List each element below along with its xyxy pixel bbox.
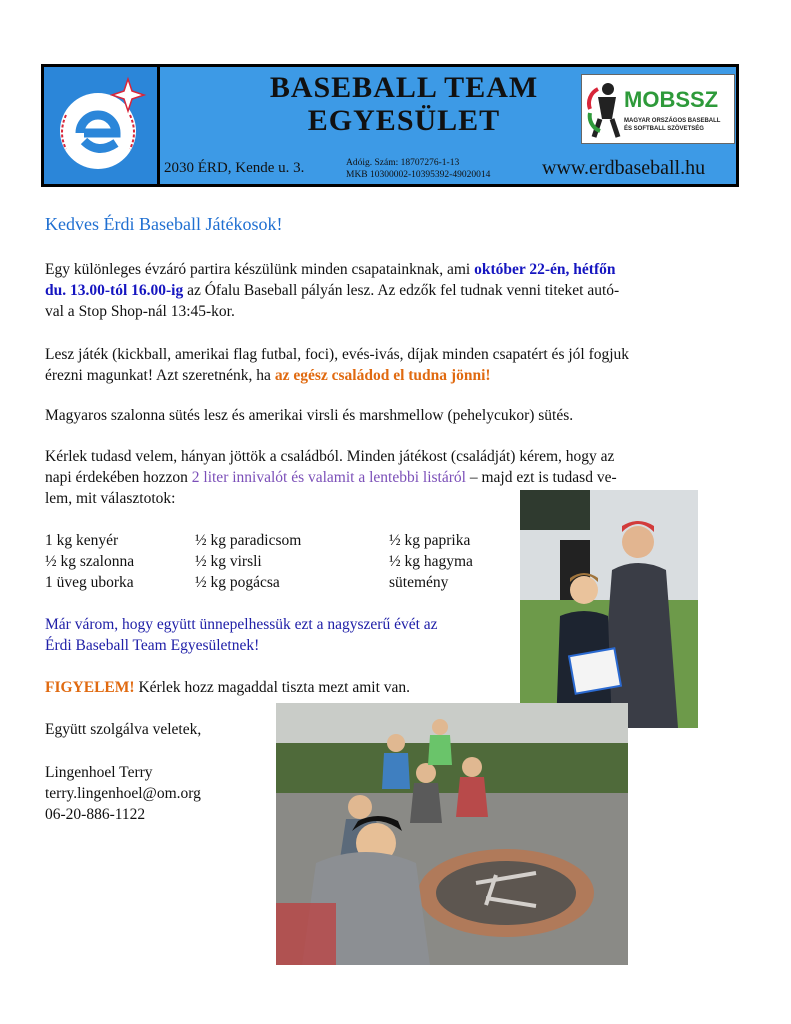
- list-item: ½ kg szalonna: [45, 553, 135, 570]
- club-website: www.erdbaseball.hu: [542, 157, 706, 179]
- p2-text-a: Lesz játék (kickball, amerikai flag futbal, foci), evés-ivás, díjak minden csapatért és jól fogjuk: [45, 346, 630, 363]
- event-time: du. 13.00-tól 16.00-ig: [45, 282, 184, 299]
- p5-text-b: Érdi Baseball Team Egyesületnek!: [45, 637, 260, 654]
- p1-text-e: val a Stop Shop-nál 13:45-kor.: [45, 303, 235, 320]
- p4-text-a: Kérlek tudasd velem, hányan jöttök a családból. Minden játékost (családját) kérem, hogy az: [45, 448, 615, 465]
- list-item: ½ kg virsli: [195, 553, 262, 570]
- list-item: ½ kg paradicsom: [195, 532, 302, 549]
- food-list-col-2: [195, 530, 301, 593]
- list-item: ½ kg pogácsa: [195, 574, 280, 591]
- food-list-col-1: [45, 530, 134, 593]
- coach-and-player-photo: [520, 490, 698, 728]
- attention-label: FIGYELEM!: [45, 679, 135, 696]
- mobssz-subtitle-line-2: ÉS SOFTBALL SZÖVETSÉG: [624, 126, 704, 132]
- p1-text-d: az Ófalu Baseball pályán lesz. Az edzők fel tudnak venni titeket autó-: [183, 282, 620, 299]
- list-item: sütemény: [389, 574, 449, 591]
- list-item: 1 kg kenyér: [45, 532, 119, 549]
- paragraph-event: [45, 259, 725, 322]
- signature-email: terry.lingenhoel@om.org: [45, 785, 201, 802]
- closing: Együtt szolgálva veletek,: [45, 721, 202, 738]
- signature: [45, 762, 201, 825]
- paragraph-celebrate: [45, 614, 515, 656]
- p4-text-d: – majd ezt is tudasd ve-: [465, 469, 617, 486]
- signature-name: Lingenhoel Terry: [45, 764, 153, 781]
- p4-text-e: lem, mit választotok:: [45, 490, 176, 507]
- list-item: ½ kg paprika: [389, 532, 471, 549]
- attention-note: [45, 677, 410, 698]
- baseball-e-logo-icon: [44, 67, 157, 184]
- tax-number: Adóig. Szám: 18707276-1-13: [346, 158, 460, 168]
- greeting: Kedves Érdi Baseball Játékosok!: [45, 214, 283, 234]
- paragraph-food: Magyaros szalonna sütés lesz és amerikai virsli és marshmellow (pehelycukor) sütés.: [45, 407, 574, 424]
- club-logo: [44, 67, 160, 184]
- signature-phone: 06-20-886-1122: [45, 806, 146, 823]
- paragraph-program: [45, 344, 735, 386]
- mobssz-subtitle: [624, 117, 720, 133]
- letterhead: [41, 64, 739, 187]
- campfire-photo: [276, 703, 628, 965]
- p2-text-b: érezni magunkat! Azt szeretnénk, ha: [45, 367, 275, 384]
- bring-items: 2 liter innivalót és valamit a lentebbi listáról: [191, 469, 466, 486]
- p4-text-b: napi érdekében hozzon: [45, 469, 192, 486]
- bank-account: MKB 10300002-10395392-49020014: [346, 170, 491, 180]
- p5-text-a: Már várom, hogy együtt ünnepelhessük ezt a nagyszerű évét az: [45, 616, 438, 633]
- club-title: [204, 71, 604, 137]
- mobssz-text: MOBSSZ: [624, 87, 719, 112]
- club-address: 2030 ÉRD, Kende u. 3.: [164, 160, 305, 176]
- food-list-col-3: [389, 530, 473, 593]
- title-line-2: EGYESÜLET: [307, 104, 501, 137]
- registration-info: [346, 157, 490, 181]
- list-item: ½ kg hagyma: [389, 553, 473, 570]
- batter-silhouette-icon: [586, 79, 626, 139]
- event-date: október 22-én, hétfőn: [474, 261, 616, 278]
- mobssz-subtitle-line-1: MAGYAR ORSZÁGOS BASEBALL: [624, 118, 721, 124]
- family-invite: az egész családod el tudna jönni!: [274, 367, 491, 384]
- title-line-1: BASEBALL TEAM: [269, 71, 539, 104]
- mobssz-logo: [581, 74, 735, 144]
- p1-text-a: Egy különleges évzáró partira készülünk minden csapatainknak, ami: [45, 261, 475, 278]
- attention-text: Kérlek hozz magaddal tiszta mezt amit van.: [134, 679, 411, 696]
- list-item: 1 üveg uborka: [45, 574, 134, 591]
